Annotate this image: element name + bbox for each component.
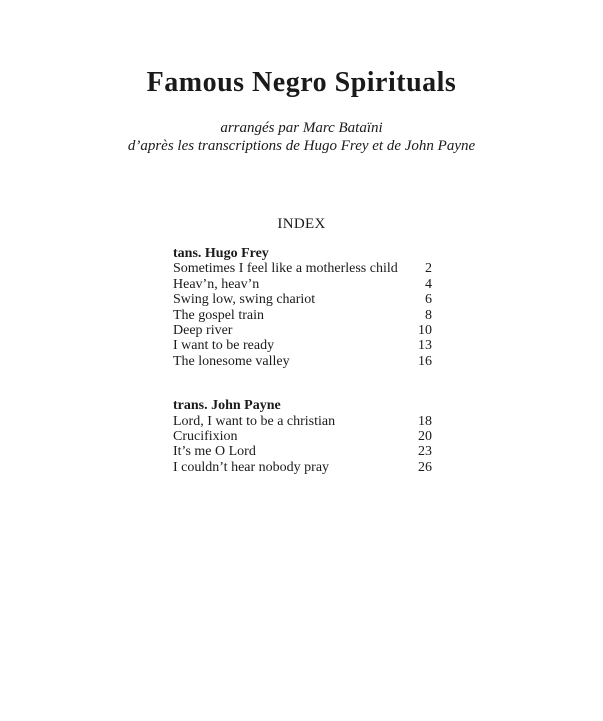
entry-page-number: 20	[418, 429, 432, 445]
index-entry	[173, 444, 432, 459]
index-section-hugo-frey	[173, 246, 432, 369]
index-list	[173, 246, 432, 475]
entry-page-number: 6	[425, 292, 432, 308]
entry-title: Heav’n, heav’n	[173, 276, 260, 292]
index-entry	[173, 277, 432, 292]
entry-page-number: 23	[418, 444, 432, 460]
index-entry	[173, 338, 432, 353]
section-heading: tans. Hugo Frey	[173, 246, 269, 261]
entry-title: Sometimes I feel like a motherless child	[173, 261, 398, 277]
subtitle-line-1: arrangés par Marc Bataïni	[220, 120, 383, 136]
entry-page-number: 18	[418, 413, 432, 429]
subtitle	[0, 119, 603, 155]
document-title: Famous Negro Spirituals	[146, 67, 457, 98]
entry-page-number: 2	[425, 261, 432, 277]
section-heading: trans. John Payne	[173, 398, 281, 414]
index-entry	[173, 429, 432, 444]
entry-title: I couldn’t hear nobody pray	[173, 459, 330, 475]
entry-title: The gospel train	[173, 307, 264, 323]
entry-title: Crucifixion	[173, 429, 238, 445]
entry-title: Deep river	[173, 323, 233, 339]
entry-page-number: 26	[418, 459, 432, 475]
index-entry	[173, 354, 432, 369]
index-entry	[173, 323, 432, 338]
index-entry	[173, 460, 432, 475]
entry-page-number: 8	[425, 307, 432, 323]
entry-page-number: 16	[418, 353, 432, 369]
entry-title: The lonesome valley	[173, 353, 290, 369]
entry-page-number: 4	[425, 276, 432, 292]
entry-page-number: 10	[418, 323, 432, 339]
entry-page-number: 13	[418, 338, 432, 354]
index-entry	[173, 292, 432, 307]
index-entry	[173, 414, 432, 429]
entry-title: Lord, I want to be a christian	[173, 413, 336, 429]
index-section-john-payne	[173, 398, 432, 475]
index-entry	[173, 261, 432, 276]
entry-title: It’s me O Lord	[173, 444, 256, 460]
entry-title: I want to be ready	[173, 338, 275, 354]
subtitle-line-2: d’après les transcriptions de Hugo Frey et de John Payne	[127, 138, 476, 154]
entry-title: Swing low, swing chariot	[173, 292, 316, 308]
index-entry	[173, 308, 432, 323]
index-heading: INDEX	[277, 216, 326, 232]
